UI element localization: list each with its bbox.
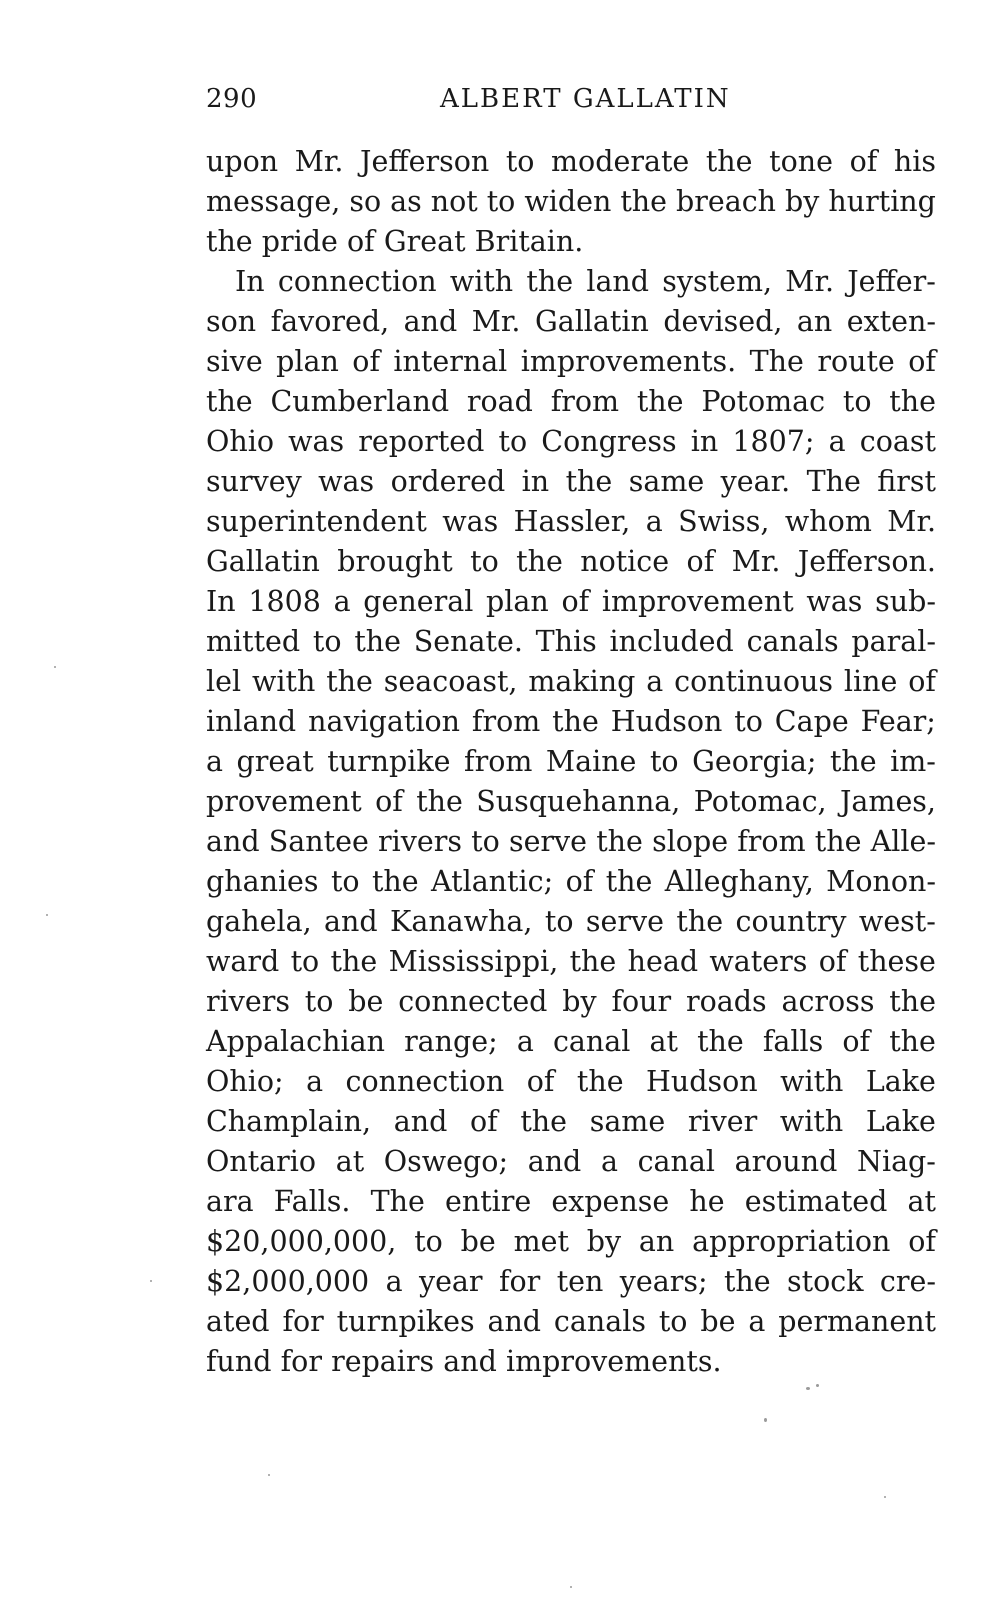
word: fund xyxy=(206,1345,272,1378)
scan-speck xyxy=(570,1586,572,1588)
text-line xyxy=(206,222,936,262)
word: making xyxy=(528,665,636,698)
text-line xyxy=(206,262,936,302)
word: waters xyxy=(709,945,808,978)
scan-speck xyxy=(54,666,56,668)
word: Kanawha, xyxy=(390,905,533,938)
word: Ontario xyxy=(206,1145,317,1178)
word: head xyxy=(627,945,699,978)
word: the xyxy=(889,1025,936,1058)
word: Gallatin xyxy=(206,545,320,578)
word: whom xyxy=(784,505,872,538)
word: the xyxy=(552,705,599,738)
word: four xyxy=(611,985,672,1018)
word: favored, xyxy=(270,305,390,338)
word: by xyxy=(586,1225,622,1258)
word: Jeffer- xyxy=(847,265,936,298)
word: rivers xyxy=(378,825,462,858)
word: canal xyxy=(552,1025,631,1058)
word: the xyxy=(516,545,563,578)
word: Ohio; xyxy=(206,1065,284,1098)
word: general xyxy=(363,585,474,618)
word: in xyxy=(690,425,719,458)
word: moderate xyxy=(551,145,690,178)
word: an xyxy=(796,305,833,338)
word: Great xyxy=(383,225,466,258)
word: seacoast, xyxy=(383,665,518,698)
word: Potomac xyxy=(701,385,826,418)
text-line xyxy=(206,302,936,342)
word: ordered xyxy=(390,465,506,498)
word: the xyxy=(416,785,463,818)
word: of xyxy=(352,345,380,378)
word: exten- xyxy=(846,305,936,338)
text-line xyxy=(206,1102,936,1142)
word: from xyxy=(737,825,806,858)
word: turnpike xyxy=(327,745,451,778)
word: message, xyxy=(206,185,341,218)
word: the xyxy=(705,145,753,178)
text-line xyxy=(206,982,936,1022)
word: plan xyxy=(276,345,339,378)
word: sub- xyxy=(875,585,936,618)
word: Mr. xyxy=(785,265,835,298)
word: year. xyxy=(720,465,791,498)
word: improvements. xyxy=(505,1345,722,1378)
word: and xyxy=(527,1145,582,1178)
word: of xyxy=(561,585,590,618)
word: by xyxy=(562,985,597,1018)
word: connection xyxy=(277,265,437,298)
word: Swiss, xyxy=(678,505,770,538)
word: rivers xyxy=(206,985,290,1018)
word: and xyxy=(403,305,458,338)
word: with xyxy=(449,265,514,298)
word: son xyxy=(206,305,257,338)
word: to xyxy=(304,985,334,1018)
word: survey xyxy=(206,465,302,498)
word: the xyxy=(596,825,643,858)
word: of xyxy=(526,1065,555,1098)
word: around xyxy=(734,1145,838,1178)
text-line xyxy=(206,1222,936,1262)
word: met xyxy=(513,1225,569,1258)
word: canal xyxy=(637,1145,715,1178)
text-line xyxy=(206,1142,936,1182)
word: Mr. xyxy=(731,545,781,578)
word: be xyxy=(460,1225,496,1258)
word: of xyxy=(469,1105,498,1138)
word: the xyxy=(520,1105,568,1138)
word: the xyxy=(206,225,253,258)
word: in xyxy=(521,465,550,498)
word: country xyxy=(735,905,847,938)
scan-speck xyxy=(764,1418,767,1422)
word: Potomac, xyxy=(693,785,827,818)
word: stock xyxy=(787,1265,864,1298)
word: the xyxy=(371,865,419,898)
text-line xyxy=(206,462,936,502)
word: at xyxy=(649,1025,678,1058)
word: be xyxy=(700,1305,736,1338)
word: Susquehanna, xyxy=(476,785,681,818)
text-line xyxy=(206,142,936,182)
word: expense xyxy=(551,1185,670,1218)
word: and xyxy=(443,1345,497,1378)
word: across xyxy=(781,985,875,1018)
word: widen xyxy=(524,185,612,218)
text-line xyxy=(206,1182,936,1222)
word: Falls. xyxy=(273,1185,351,1218)
word: to xyxy=(734,705,763,738)
word: from xyxy=(550,385,620,418)
word: The xyxy=(370,1185,425,1218)
word: and xyxy=(206,825,260,858)
word: Mr. xyxy=(294,145,344,178)
word: to xyxy=(486,185,516,218)
word: of xyxy=(908,345,936,378)
word: ten xyxy=(556,1265,604,1298)
word: of xyxy=(908,665,936,698)
word: years; xyxy=(619,1265,708,1298)
word: connection xyxy=(345,1065,505,1098)
text-line xyxy=(206,542,936,582)
text-line xyxy=(206,702,936,742)
word: Alle- xyxy=(870,825,936,858)
word: to xyxy=(544,905,574,938)
word: first xyxy=(877,465,936,498)
word: Maine xyxy=(545,745,637,778)
word: superintendent xyxy=(206,505,427,538)
word: of xyxy=(849,145,878,178)
word: $2,000,000 xyxy=(206,1265,370,1298)
word: to xyxy=(330,865,360,898)
word: slope xyxy=(652,825,729,858)
word: the xyxy=(569,945,617,978)
word: Congress xyxy=(541,425,677,458)
word: gahela, xyxy=(206,905,312,938)
word: was xyxy=(442,505,499,538)
word: of xyxy=(818,945,847,978)
text-line xyxy=(206,1022,936,1062)
word: to xyxy=(649,745,679,778)
text-line xyxy=(206,1062,936,1102)
word: im- xyxy=(890,745,936,778)
word: with xyxy=(779,1105,844,1138)
word: notice xyxy=(580,545,670,578)
word: a xyxy=(206,745,223,778)
word: line xyxy=(843,665,898,698)
text-line xyxy=(206,382,936,422)
word: to xyxy=(414,1225,443,1258)
word: sive xyxy=(206,345,263,378)
word: tone xyxy=(769,145,833,178)
word: to xyxy=(842,385,872,418)
word: Alleghany, xyxy=(664,865,814,898)
word: The xyxy=(749,345,804,378)
scan-speck xyxy=(806,1387,810,1390)
word: the xyxy=(889,385,936,418)
text-line xyxy=(206,422,936,462)
word: the xyxy=(620,185,667,218)
word: In xyxy=(206,585,236,618)
word: Jefferson xyxy=(360,145,490,178)
word: Niag- xyxy=(857,1145,936,1178)
word: In xyxy=(235,265,265,298)
word: a xyxy=(646,665,664,698)
word: an xyxy=(638,1225,675,1258)
word: Mr. xyxy=(471,305,521,338)
word: Georgia; xyxy=(692,745,817,778)
word: lel xyxy=(206,665,242,698)
word: at xyxy=(335,1145,365,1178)
word: the xyxy=(676,905,724,938)
word: the xyxy=(526,265,574,298)
word: ara xyxy=(206,1185,254,1218)
word: route xyxy=(817,345,895,378)
word: at xyxy=(907,1185,936,1218)
word: ward xyxy=(206,945,280,978)
text-line xyxy=(206,862,936,902)
word: the xyxy=(636,385,684,418)
word: not xyxy=(430,185,478,218)
text-line xyxy=(206,662,936,702)
word: a xyxy=(828,425,846,458)
word: connected xyxy=(398,985,548,1018)
word: Britain. xyxy=(474,225,584,258)
word: of xyxy=(686,545,715,578)
word: the xyxy=(354,625,401,658)
word: breach xyxy=(676,185,777,218)
word: paral- xyxy=(851,625,936,658)
word: appropriation xyxy=(692,1225,891,1258)
word: for xyxy=(282,1305,324,1338)
word: the xyxy=(565,465,613,498)
word: of xyxy=(908,1225,936,1258)
word: estimated xyxy=(744,1185,888,1218)
word: the xyxy=(697,1025,744,1058)
word: roads xyxy=(685,985,767,1018)
text-line xyxy=(206,782,936,822)
word: for xyxy=(498,1265,541,1298)
word: of xyxy=(842,1025,871,1058)
word: west- xyxy=(858,905,936,938)
word: brought xyxy=(337,545,453,578)
word: the xyxy=(326,665,373,698)
word: included xyxy=(609,625,734,658)
word: to xyxy=(658,1305,688,1338)
word: devised, xyxy=(663,305,783,338)
scan-speck xyxy=(150,1280,152,1282)
word: so xyxy=(349,185,382,218)
word: Hudson xyxy=(646,1065,758,1098)
word: falls xyxy=(762,1025,824,1058)
word: turnpikes xyxy=(336,1305,475,1338)
word: a xyxy=(306,1065,324,1098)
word: canals xyxy=(746,625,839,658)
word: Cumberland xyxy=(270,385,450,418)
word: for xyxy=(280,1345,322,1378)
scan-speck xyxy=(268,1474,270,1476)
word: The xyxy=(806,465,861,498)
word: Oswego; xyxy=(383,1145,509,1178)
running-head xyxy=(206,84,936,124)
word: inland xyxy=(206,705,297,738)
word: repairs xyxy=(331,1345,435,1378)
word: serve xyxy=(585,905,664,938)
word: Santee xyxy=(268,825,369,858)
word: the xyxy=(889,985,936,1018)
text-line xyxy=(206,1302,936,1342)
word: to xyxy=(498,425,528,458)
word: year xyxy=(418,1265,483,1298)
word: Gallatin xyxy=(534,305,649,338)
word: was xyxy=(806,585,863,618)
word: permanent xyxy=(778,1305,936,1338)
page-number: 290 xyxy=(206,84,258,114)
word: was xyxy=(288,425,345,458)
word: Hudson xyxy=(610,705,723,738)
word: Hassler, xyxy=(513,505,631,538)
word: great xyxy=(236,745,314,778)
word: a xyxy=(600,1145,618,1178)
word: $20,000,000, xyxy=(206,1225,397,1258)
word: Lake xyxy=(865,1065,936,1098)
word: to xyxy=(312,625,342,658)
text-line xyxy=(206,582,936,622)
word: Atlantic; xyxy=(431,865,554,898)
word: coast xyxy=(859,425,936,458)
word: 1807; xyxy=(732,425,815,458)
word: internal xyxy=(393,345,508,378)
scan-speck xyxy=(884,1496,886,1498)
scan-speck xyxy=(816,1384,819,1387)
word: to xyxy=(505,145,535,178)
word: Appalachian xyxy=(206,1025,385,1058)
word: be xyxy=(348,985,384,1018)
word: navigation xyxy=(308,705,460,738)
word: land xyxy=(586,265,650,298)
word: of xyxy=(347,225,375,258)
word: of xyxy=(375,785,403,818)
word: mitted xyxy=(206,625,301,658)
text-line xyxy=(206,742,936,782)
word: provement xyxy=(206,785,362,818)
word: canals xyxy=(553,1305,646,1338)
word: the xyxy=(605,865,653,898)
word: Cape xyxy=(774,705,849,738)
word: Jefferson. xyxy=(797,545,936,578)
word: same xyxy=(628,465,705,498)
word: a xyxy=(645,505,663,538)
word: from xyxy=(464,745,533,778)
scan-speck xyxy=(46,914,48,916)
text-line xyxy=(206,182,936,222)
word: Ohio xyxy=(206,425,274,458)
text-line xyxy=(206,502,936,542)
body-text xyxy=(206,142,936,1382)
word: road xyxy=(466,385,533,418)
word: reported xyxy=(358,425,485,458)
word: to xyxy=(470,545,499,578)
text-line xyxy=(206,1342,936,1382)
word: Mississippi, xyxy=(388,945,559,978)
word: he xyxy=(689,1185,725,1218)
word: the xyxy=(829,745,877,778)
text-line xyxy=(206,342,936,382)
word: serve xyxy=(508,825,588,858)
word: with xyxy=(251,665,316,698)
word: the xyxy=(814,825,862,858)
word: and xyxy=(393,1105,448,1138)
word: entire xyxy=(444,1185,532,1218)
word: cre- xyxy=(879,1265,936,1298)
word: improvement xyxy=(601,585,794,618)
text-line xyxy=(206,902,936,942)
word: continuous xyxy=(674,665,834,698)
word: his xyxy=(893,145,936,178)
word: 1808 xyxy=(248,585,321,618)
word: system, xyxy=(662,265,773,298)
word: to xyxy=(290,945,320,978)
text-line xyxy=(206,942,936,982)
word: a xyxy=(516,1025,534,1058)
word: improvements. xyxy=(520,345,737,378)
text-line xyxy=(206,1262,936,1302)
word: as xyxy=(390,185,422,218)
word: river xyxy=(687,1105,758,1138)
word: This xyxy=(535,625,597,658)
word: a xyxy=(748,1305,766,1338)
word: plan xyxy=(486,585,549,618)
running-title: ALBERT GALLATIN xyxy=(440,84,731,114)
word: Lake xyxy=(865,1105,936,1138)
word: Champlain, xyxy=(206,1105,372,1138)
word: Senate. xyxy=(413,625,523,658)
word: same xyxy=(589,1105,666,1138)
word: the xyxy=(723,1265,771,1298)
word: the xyxy=(576,1065,624,1098)
word: the xyxy=(330,945,378,978)
text-line xyxy=(206,622,936,662)
word: a xyxy=(385,1265,403,1298)
word: by xyxy=(785,185,820,218)
word: Mr. xyxy=(887,505,936,538)
word: a xyxy=(333,585,351,618)
word: with xyxy=(780,1065,844,1098)
word: James, xyxy=(840,785,936,818)
word: ghanies xyxy=(206,865,319,898)
word: to xyxy=(471,825,500,858)
word: upon xyxy=(206,145,279,178)
word: ated xyxy=(206,1305,270,1338)
word: and xyxy=(324,905,378,938)
word: of xyxy=(565,865,594,898)
word: hurting xyxy=(828,185,936,218)
word: range; xyxy=(404,1025,498,1058)
text-line xyxy=(206,822,936,862)
word: the xyxy=(206,385,253,418)
word: Fear; xyxy=(860,705,936,738)
word: from xyxy=(471,705,541,738)
word: and xyxy=(487,1305,542,1338)
word: these xyxy=(857,945,936,978)
word: pride xyxy=(261,225,338,258)
word: Monon- xyxy=(826,865,936,898)
word: was xyxy=(318,465,375,498)
